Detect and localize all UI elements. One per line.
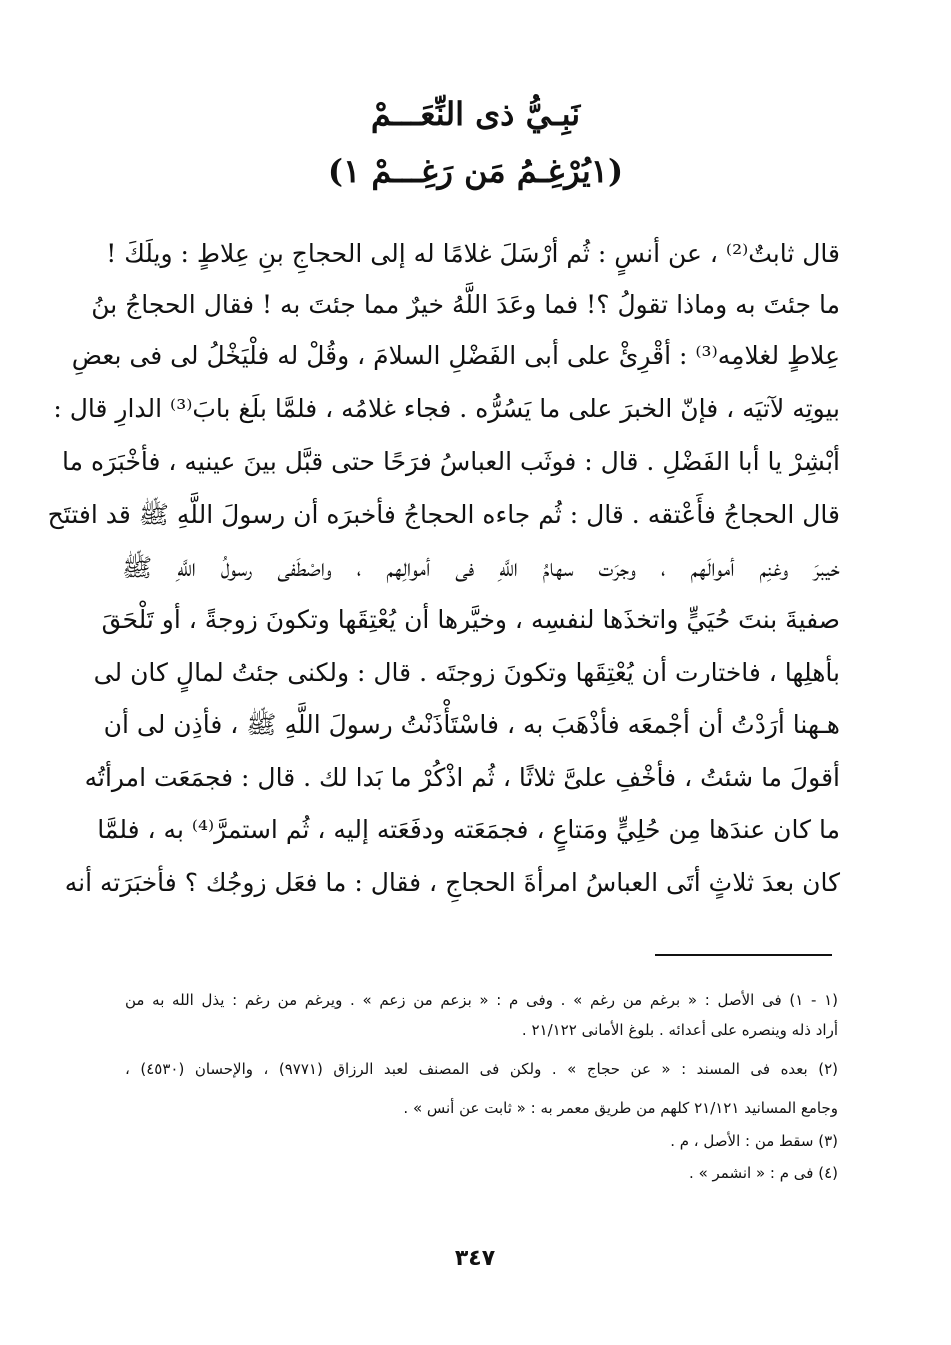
- chapter-subtitle: (١يُرْغِـمُ مَن رَغِـــمْ ١): [327, 152, 624, 190]
- body-line: بيوتِه لآتيَه ، فإنّ الخبرَ على ما يَسُرُّه . فجاء غلامُه ، فلمَّا بلَغ بابَ⁽³⁾ الدارِ قال :: [53, 394, 840, 423]
- page-number: ٣٤٧: [454, 1246, 496, 1271]
- footnote-line: (٤) فى م : « انشمر » .: [689, 1164, 838, 1182]
- body-line: عِلاطٍ لغلامِه⁽³⁾ : أقْرِئْ على أبى الفَضْلِ السلامَ ، وقُلْ له فلْيَخْلُ لى فى بعضِ: [71, 341, 840, 370]
- body-line: أقولَ ما شئتُ ، فأخْفِ علىَّ ثلاثًا ، ثُم اذْكُرْ ما بَدا لك . قال : فجمَعَت امرأتُه: [84, 763, 840, 792]
- body-line: ما جئتَ به وماذا تقولُ ؟! فما وعَدَ اللَّهُ خيرٌ مما جئتَ به ! فقال الحجاجُ بنُ: [91, 290, 840, 319]
- body-line: كان بعدَ ثلاثٍ أتَى العباسُ امرأةَ الحجاجِ ، فقال : ما فعَل زوجُك ؟ فأخبَرَته أنه: [64, 868, 840, 897]
- footnote-line: وجامع المسانيد ٢١/١٢١ كلهم من طريق معمر به : « ثابت عن أنس » .: [403, 1099, 838, 1117]
- body-line: قال ثابتٌ⁽²⁾ ، عن أنسٍ : ثُم أرْسَلَ غلامًا له إلى الحجاجِ بنِ عِلاطٍ : ويلَكَ !: [106, 239, 840, 268]
- footnote-line: (١ - ١) فى الأصل : « برغم من رغم » . وفى م : « بزعم من زعم » . ويرغم من رغم : يذل الله به من: [125, 991, 839, 1009]
- footnote-line: (٢) بعده فى المسند : « عن حجاج » . ولكن فى المصنف لعبد الرزاق (٩٧٧١) ، والإحسان (٤٥٣٠) ،: [125, 1060, 838, 1078]
- footnote-line: (٣) سقط من : الأصل ، م .: [670, 1132, 838, 1150]
- body-line: صفيةَ بنتَ حُيَيٍّ واتخذَها لنفسِه ، وخيَّرها أن يُعْتِقَها وتكونَ زوجةً ، أو تَلْحَقَ: [101, 605, 840, 634]
- body-line: أبْشِرْ يا أبا الفَضْلِ . قال : فوثَب العباسُ فرَحًا حتى قبَّل بينَ عينيه ، فأخْبَرَه ما: [62, 447, 840, 476]
- footnote-line: أراد ذله وينصره على أعدائه . بلوغ الأمانى ٢١/١٢٢ .: [521, 1021, 838, 1039]
- body-line: ما كان عندَها مِن حُلِيٍّ ومَتاعٍ ، فجمَعَته ودفَعَته إليه ، ثُم استمرَّ⁽⁴⁾ به ، فلمَّا: [97, 815, 840, 844]
- body-line: هـهنا أرَدْتُ أن أجْمعَه فأذْهَبَ به ، فاسْتَأْذَنْتُ رسولَ اللَّهِ ﷺ ، فأذِن لى أن: [103, 710, 840, 739]
- chapter-title: نَبِـيُّ ذى النِّعَـــمْ: [370, 95, 581, 133]
- body-line: قال الحجاجُ فأَعْتقه . قال : ثُم جاءه الحجاجُ فأخبرَه أن رسولَ اللَّهِ ﷺ قد افتتَح: [47, 500, 840, 529]
- body-line: خيبرَ وغنِم أموالَهم ، وجرَت سهامُ اللَّهِ فى أموالِهم ، واصْطَفى رسولُ اللَّهِ ﷺ: [122, 553, 840, 582]
- body-line: بأهلِها ، فاختارت أن يُعْتِقَها وتكونَ زوجتَه . قال : ولكنى جئتُ لمالٍ كان لى: [93, 658, 840, 687]
- footnote-separator: [655, 954, 832, 956]
